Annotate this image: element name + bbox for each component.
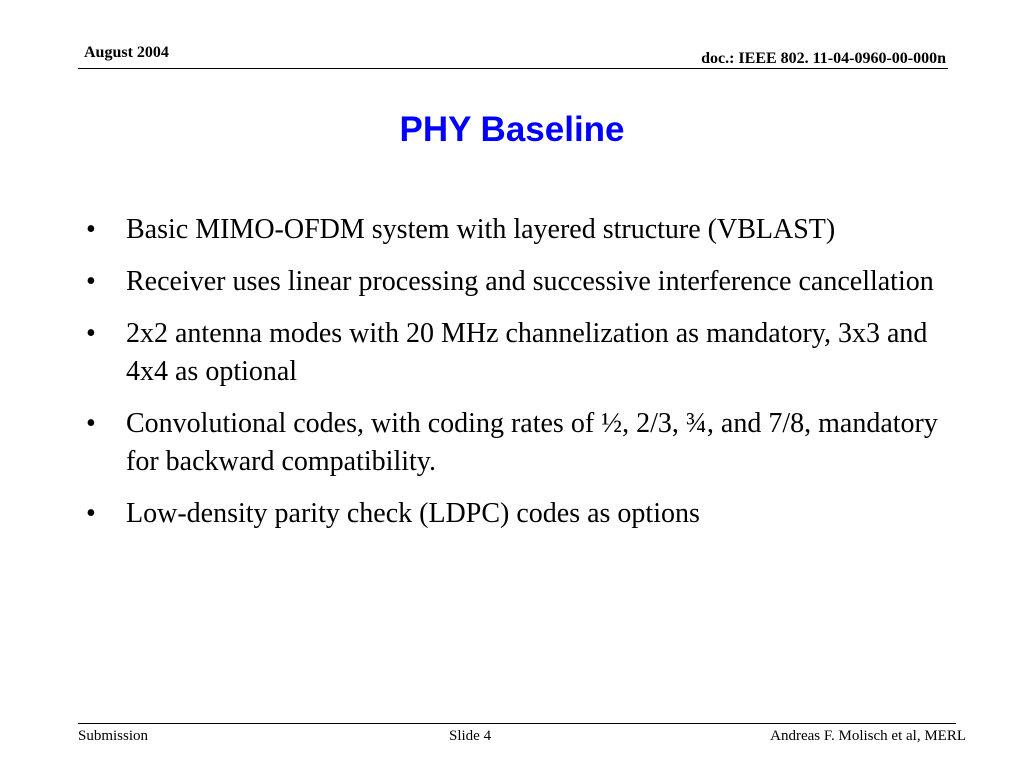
- bullet-dot-icon: •: [86, 498, 96, 529]
- header-doc-id: doc.: IEEE 802. 11-04-0960-00-000n: [701, 50, 946, 67]
- bullet-item: [84, 315, 964, 391]
- header-date: August 2004: [84, 44, 169, 61]
- slide-title: PHY Baseline: [399, 110, 625, 149]
- footer-author: Andreas F. Molisch et al, MERL: [770, 728, 966, 744]
- header-divider: [78, 68, 948, 69]
- bullet-list: [84, 211, 964, 547]
- footer-slide-number: Slide 4: [449, 728, 492, 744]
- bullet-text: Low-density parity check (LDPC) codes as options: [126, 498, 700, 529]
- footer-submission: Submission: [78, 728, 149, 744]
- bullet-text: Convolutional codes, with coding rates of ½, 2/3, ¾, and 7/8, mandatory for backward compatibility.: [126, 408, 938, 477]
- bullet-item: [84, 405, 964, 481]
- bullet-dot-icon: •: [86, 214, 96, 245]
- bullet-dot-icon: •: [86, 318, 96, 349]
- bullet-text: Receiver uses linear processing and successive interference cancellation: [126, 266, 934, 297]
- bullet-dot-icon: •: [86, 266, 96, 297]
- bullet-item: [84, 263, 964, 301]
- bullet-item: [84, 211, 964, 249]
- bullet-dot-icon: •: [86, 408, 96, 439]
- bullet-text: 2x2 antenna modes with 20 MHz channelization as mandatory, 3x3 and 4x4 as optional: [126, 318, 928, 387]
- bullet-item: [84, 495, 964, 533]
- footer-divider: [78, 723, 956, 724]
- bullet-text: Basic MIMO-OFDM system with layered structure (VBLAST): [126, 214, 836, 245]
